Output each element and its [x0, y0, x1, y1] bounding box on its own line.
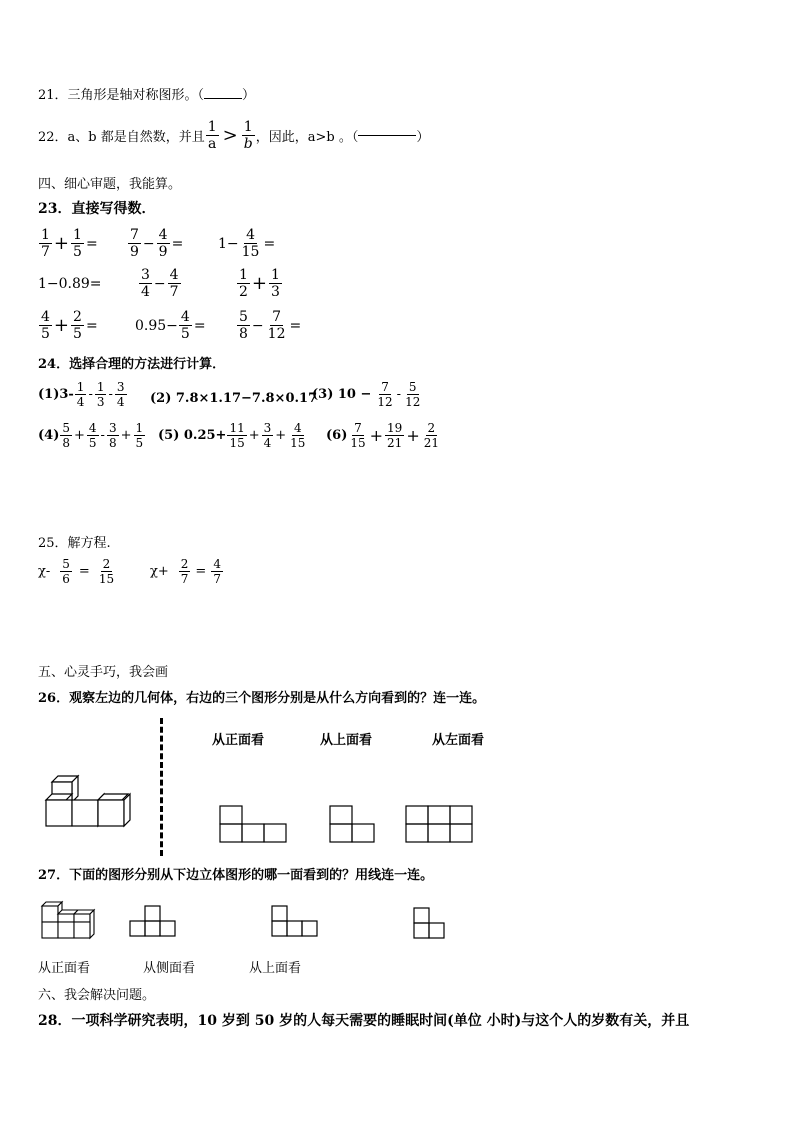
q23-expr: 1−0.89= — [38, 276, 102, 292]
q24-problem-3: (3) 10 − $\frac{7}{12}$ - 5 12 — [312, 380, 421, 409]
view-label-top: 从上面看 — [320, 733, 373, 748]
equation-1: χ- $\frac{5}{6}$ = $\frac{2}{15}$ — [38, 557, 115, 586]
question-25-title: 25．解方程. — [38, 536, 111, 551]
q21-text: 21．三角形是轴对称图形。（ — [38, 88, 205, 103]
grid-view-top — [330, 806, 376, 844]
q27-grid-b — [272, 904, 320, 940]
question-27-title: 27．下面的图形分别从下边立体图形的哪一面看到的？用线连一连。 — [38, 868, 434, 883]
q24-problem-2: (2) 7.8×1.17−7.8×0.17 — [150, 391, 318, 406]
q27-label-front: 从正面看 — [38, 961, 91, 976]
question-28-text: 28．一项科学研究表明，10 岁到 50 岁的人每天需要的睡眠时间(单位 小时)与这个人的岁数有关，并且 — [38, 1013, 690, 1029]
q26-solid-figure — [40, 770, 145, 832]
q27-label-top: 从上面看 — [249, 961, 302, 976]
question-22: 22．a、b 都是自然数，并且 1 a > 1 b ，因此，a>b 。（ ） — [38, 119, 430, 152]
q23-expr: 1− $\frac{4}{15}$ = — [218, 227, 276, 260]
q23-expr: 0.95− $\frac{4}{5}$ = — [135, 309, 206, 342]
view-label-left: 从左面看 — [432, 733, 485, 748]
q24-problem-5: (5) 0.25+ $\frac{11}{15}$ + $\frac{3}{4}$ + $\frac{4}{15}$ — [158, 421, 306, 450]
fraction: 1 a — [207, 119, 217, 152]
answer-blank[interactable] — [358, 135, 416, 136]
q23-expr: 3 4 − $\frac{4}{7}$ — [141, 267, 179, 300]
q27-solid-figure — [40, 898, 100, 940]
question-23-title: 23．直接写得数． — [38, 201, 156, 217]
fraction: 1 b — [243, 119, 253, 152]
equation-2: χ+ $\frac{2}{7}$ = $\frac{4}{7}$ — [150, 557, 221, 586]
section-6-title: 六、我会解决问题。 — [38, 988, 156, 1003]
dashed-divider — [160, 718, 163, 856]
q23-expr: 1 7 + $\frac{1}{5}$ = — [41, 227, 98, 260]
answer-blank[interactable] — [204, 98, 242, 99]
q27-grid-a — [130, 904, 178, 940]
q24-problem-1: (1)3- 1 4 - 1 3 - 3 4 — [38, 380, 125, 409]
q24-problem-6: (6) 7 15 + $\frac{19}{21}$ + $\frac{2}{21}$ — [326, 421, 440, 450]
section-4-title: 四、细心审题，我能算。 — [38, 177, 182, 192]
q23-expr: 5 8 − $\frac{7}{12}$ = — [239, 309, 302, 342]
q23-expr: 1 2 + $\frac{1}{3}$ — [239, 267, 280, 300]
question-26-title: 26．观察左边的几何体，右边的三个图形分别是从什么方向看到的？连一连。 — [38, 691, 486, 706]
section-5-title: 五、心灵手巧，我会画 — [38, 665, 169, 680]
question-24-title: 24．选择合理的方法进行计算． — [38, 357, 226, 372]
q23-expr: 4 5 + $\frac{2}{5}$ = — [41, 309, 98, 342]
view-label-front: 从正面看 — [212, 733, 265, 748]
grid-view-front — [220, 806, 288, 844]
question-21: 21．三角形是轴对称图形。（ ） — [38, 88, 256, 103]
q23-expr: 7 9 − $\frac{4}{9}$ = — [130, 227, 184, 260]
q27-label-side: 从侧面看 — [143, 961, 196, 976]
q27-grid-c — [414, 906, 448, 942]
grid-view-left — [406, 806, 474, 844]
q24-problem-4: (4) 5 8 + $\frac{4}{5}$ - 3 8 + $\frac{1}{5}$ — [38, 421, 144, 450]
